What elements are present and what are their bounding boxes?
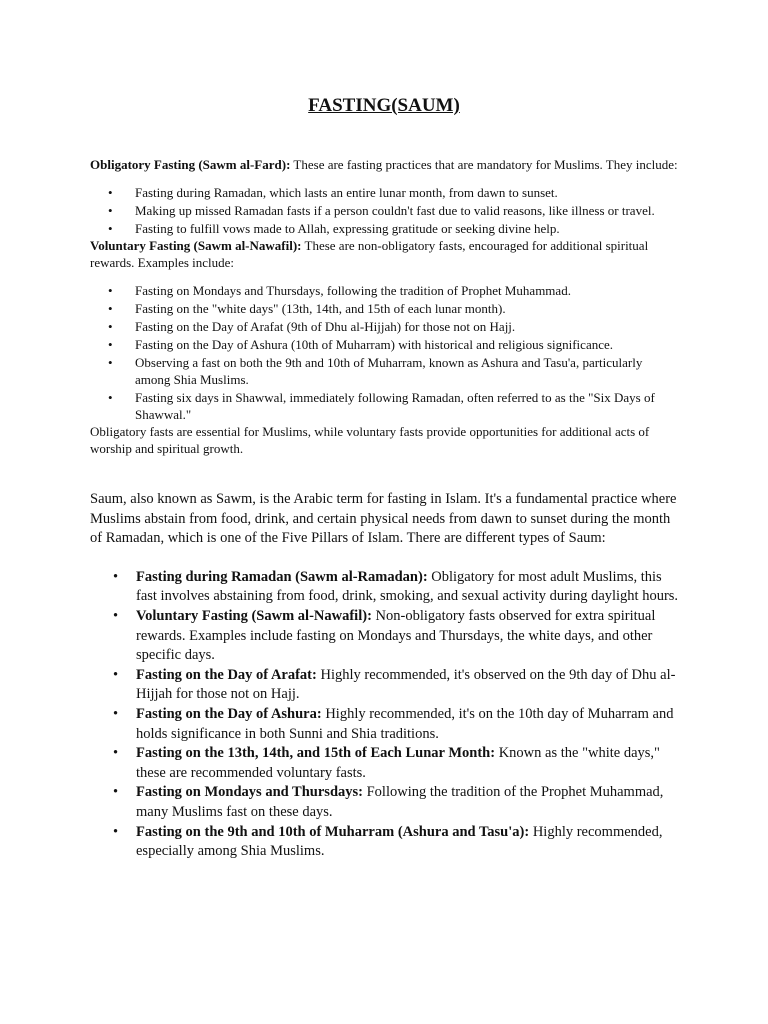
fasting-categories-section (90, 156, 680, 457)
type-term: Voluntary Fasting (Sawm al-Nawafil): (136, 607, 372, 624)
conclusion-paragraph: Obligatory fasts are essential for Muslims, while voluntary fasts provide opportunities for additional acts of worship and spiritual growth. (90, 424, 650, 456)
list-item (136, 607, 680, 666)
voluntary-list (90, 282, 680, 423)
type-term: Fasting on Mondays and Thursdays: (136, 784, 363, 801)
type-term: Fasting on the 13th, 14th, and 15th of Each Lunar Month: (136, 745, 496, 762)
list-item: • Fasting on the "white days" (13th, 14th, and 15th of each lunar month). (135, 300, 680, 317)
list-item (136, 666, 680, 705)
type-description: Highly recommended, it's observed on the 9th day of Dhu al-Hijjah for those not on Hajj. (136, 666, 676, 703)
type-description: Highly recommended, especially among Shia Muslims. (136, 823, 663, 860)
saum-types-section (90, 490, 680, 862)
type-term: Fasting during Ramadan (Sawm al-Ramadan): (136, 568, 428, 585)
list-item: • Observing a fast on both the 9th and 10th of Muharram, known as Ashura and Tasu'a, particularly among Shia Muslims. (135, 354, 680, 388)
list-item: • Fasting on Mondays and Thursdays, following the tradition of Prophet Muhammad. (135, 282, 680, 299)
list-item (136, 568, 680, 607)
list-item: • Making up missed Ramadan fasts if a person couldn't fast due to valid reasons, like illness or travel. (135, 202, 680, 219)
list-item (136, 705, 680, 744)
voluntary-intro: These are non-obligatory fasts, encouraged for additional spiritual rewards. Examples include: (90, 238, 649, 270)
type-term: Fasting on the Day of Ashura: (136, 705, 322, 722)
type-description: Obligatory for most adult Muslims, this fast involves abstaining from food, drink, smoking, and sexual activity during daylight hours. (136, 568, 679, 605)
type-description: Following the tradition of the Prophet Muhammad, many Muslims fast on these days. (136, 784, 664, 820)
obligatory-heading: Obligatory Fasting (Sawm al-Fard): (90, 157, 291, 172)
saum-types-list (90, 568, 680, 862)
page-title: FASTING(SAUM) (308, 95, 460, 116)
list-item: • Fasting six days in Shawwal, immediately following Ramadan, often referred to as the "Six Days of Shawwal." (135, 389, 680, 423)
type-term: Fasting on the 9th and 10th of Muharram (Ashura and Tasu'a): (136, 823, 530, 840)
obligatory-intro: These are fasting practices that are mandatory for Muslims. They include: (290, 157, 678, 172)
obligatory-list (90, 184, 680, 237)
voluntary-heading: Voluntary Fasting (Sawm al-Nawafil): (90, 238, 302, 253)
obligatory-paragraph (90, 156, 680, 173)
voluntary-paragraph (90, 237, 680, 271)
list-item: • Fasting to fulfill vows made to Allah, expressing gratitude or seeking divine help. (135, 220, 680, 237)
type-description: Non-obligatory fasts observed for extra spiritual rewards. Examples include fasting on Mondays and Thursdays, the white days, and other specific days. (136, 607, 656, 664)
type-description: Highly recommended, it's on the 10th day of Muharram and holds significance in both Sunni and Shia traditions. (136, 705, 674, 742)
list-item (136, 783, 680, 822)
list-item (136, 823, 680, 862)
list-item: • Fasting on the Day of Ashura (10th of Muharram) with historical and religious significance. (135, 336, 680, 353)
type-description: Known as the "white days," these are recommended voluntary fasts. (136, 745, 660, 781)
saum-intro-paragraph: Saum, also known as Sawm, is the Arabic term for fasting in Islam. It's a fundamental practice where Muslims abstain from food, drink, and certain physical needs from dawn to sunset during the month of Ramadan, which is one of the Five Pillars of Islam. There are different types of Saum: (90, 491, 677, 547)
list-item: • Fasting on the Day of Arafat (9th of Dhu al-Hijjah) for those not on Hajj. (135, 318, 680, 335)
type-term: Fasting on the Day of Arafat: (136, 666, 317, 683)
list-item: • Fasting during Ramadan, which lasts an entire lunar month, from dawn to sunset. (135, 184, 680, 201)
list-item (136, 744, 680, 783)
